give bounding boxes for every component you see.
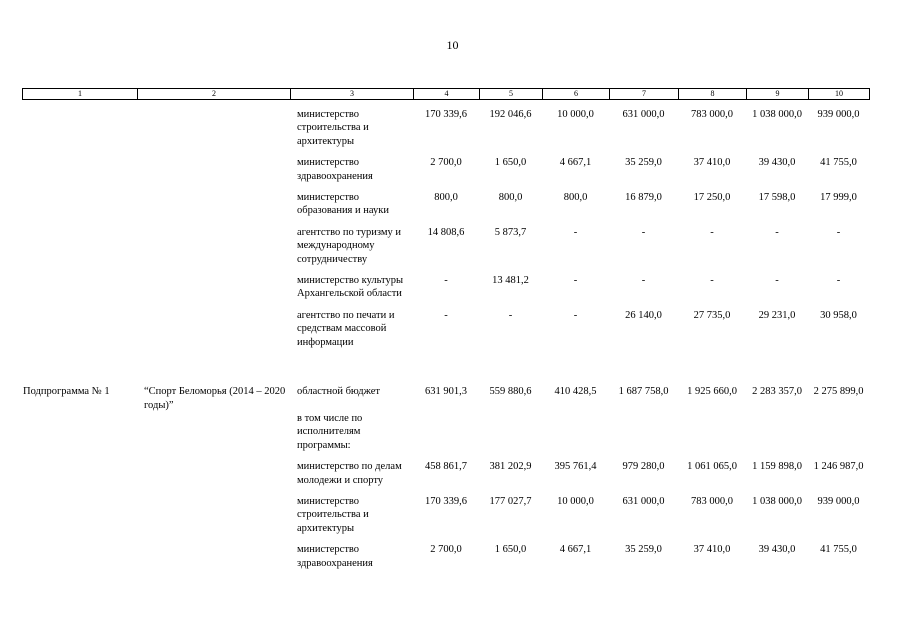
value-cell: 39 430,0: [758, 544, 796, 556]
subprogram-cell: [22, 191, 137, 226]
value-cell: 939 000,0: [817, 109, 860, 120]
value-cell: 17 999,0: [820, 192, 857, 204]
subprogram-cell: Подпрограмма № 1: [23, 386, 110, 398]
column-number-9: 9: [747, 89, 809, 100]
value-cell: [808, 412, 869, 460]
executor-label: министерство строительства и архитектуры: [297, 495, 369, 534]
value-cell: 800,0: [434, 192, 458, 204]
column-number-1: 1: [23, 89, 138, 100]
column-number-2: 2: [138, 89, 291, 100]
value-cell: 1 159 898,0: [752, 461, 802, 473]
subprogram-name-cell: [137, 226, 290, 274]
value-cell: 395 761,4: [554, 461, 597, 473]
executor-label: агентство по туризму и международному сотрудничеству: [297, 226, 402, 265]
value-cell: -: [836, 226, 841, 238]
subprogram-cell: [22, 543, 137, 578]
value-cell: 29 231,0: [758, 309, 796, 321]
value-cell: 41 755,0: [820, 544, 857, 556]
value-cell: 979 280,0: [622, 461, 665, 473]
value-cell: 30 958,0: [820, 309, 857, 321]
column-number-3: 3: [291, 89, 414, 100]
value-cell: -: [836, 275, 841, 287]
value-cell: 381 202,9: [489, 461, 532, 473]
executor-label: министерство строительства и архитектуры: [297, 109, 369, 147]
section-spacer: [22, 357, 869, 385]
table-row: [22, 412, 869, 460]
value-cell: 783 000,0: [691, 109, 733, 120]
column-number-8: 8: [679, 89, 747, 100]
value-cell: [746, 412, 808, 460]
value-cell: 37 410,0: [693, 544, 731, 556]
value-cell: -: [508, 309, 513, 321]
subprogram-cell: [22, 495, 137, 543]
value-cell: 939 000,0: [817, 495, 860, 507]
value-cell: 1 925 660,0: [687, 386, 737, 398]
value-cell: [479, 412, 542, 460]
value-cell: 559 880,6: [489, 386, 532, 398]
table-row: [22, 226, 869, 274]
value-cell: 631 000,0: [622, 109, 665, 120]
value-cell: 458 861,7: [425, 461, 467, 473]
executor-label: министерство образования и науки: [297, 192, 389, 217]
value-cell: 177 027,7: [489, 495, 532, 507]
value-cell: 17 598,0: [758, 192, 796, 204]
table-row: [22, 309, 869, 357]
value-cell: 2 283 357,0: [752, 386, 802, 398]
value-cell: 410 428,5: [554, 386, 597, 398]
table-row: [22, 108, 869, 156]
subprogram-name-cell: [137, 309, 290, 357]
executor-label: министерство культуры Архангельской области: [297, 275, 404, 300]
value-cell: 800,0: [498, 192, 523, 204]
value-cell: 35 259,0: [625, 157, 662, 169]
value-cell: 39 430,0: [758, 157, 796, 169]
value-cell: 17 250,0: [693, 192, 731, 204]
subprogram-cell: [22, 460, 137, 495]
value-cell: 13 481,2: [492, 275, 529, 287]
table-row: [22, 385, 869, 412]
value-cell: 2 700,0: [430, 157, 462, 169]
value-cell: 16 879,0: [625, 192, 662, 204]
value-cell: 41 755,0: [820, 157, 857, 169]
value-cell: 631 901,3: [425, 386, 467, 398]
table-row: [22, 156, 869, 191]
subprogram-name-cell: [137, 274, 290, 309]
value-cell: 2 700,0: [430, 544, 462, 556]
value-cell: 1 650,0: [494, 157, 527, 169]
value-cell: 4 667,1: [559, 157, 592, 169]
budget-table: [22, 108, 869, 578]
value-cell: 1 038 000,0: [752, 495, 802, 507]
value-cell: 170 339,6: [425, 495, 467, 507]
value-cell: -: [573, 309, 578, 321]
value-cell: 192 046,6: [489, 109, 532, 120]
value-cell: 170 339,6: [425, 109, 467, 120]
value-cell: 26 140,0: [625, 309, 662, 321]
table-row: [22, 460, 869, 495]
subprogram-cell: [22, 412, 137, 460]
page-number: 10: [446, 38, 459, 52]
subprogram-name-cell: [137, 543, 290, 578]
value-cell: [609, 412, 678, 460]
value-cell: 5 873,7: [494, 226, 527, 238]
value-cell: 783 000,0: [691, 495, 733, 507]
value-cell: -: [710, 275, 714, 287]
value-cell: -: [641, 275, 646, 287]
value-cell: -: [775, 226, 779, 238]
subprogram-name-cell: [137, 460, 290, 495]
value-cell: 631 000,0: [622, 495, 665, 507]
value-cell: 2 275 899,0: [813, 386, 864, 398]
value-cell: 35 259,0: [625, 544, 662, 556]
value-cell: 37 410,0: [693, 157, 731, 169]
value-cell: -: [573, 226, 578, 238]
subprogram-cell: [22, 274, 137, 309]
table-row: [22, 543, 869, 578]
executor-label: министерство здравоохранения: [297, 544, 373, 569]
column-number-5: 5: [480, 89, 543, 100]
value-cell: 1 650,0: [494, 544, 527, 556]
subprogram-cell: [22, 108, 137, 156]
executor-label: министерство здравоохранения: [297, 157, 373, 182]
subprogram-cell: [22, 156, 137, 191]
subprogram-cell: [22, 226, 137, 274]
subprogram-cell: [22, 309, 137, 357]
value-cell: -: [775, 275, 779, 287]
column-number-10: 10: [809, 89, 870, 100]
value-cell: 1 687 758,0: [618, 386, 669, 398]
value-cell: 14 808,6: [427, 226, 465, 238]
executor-label: агентство по печати и средствам массовой информации: [297, 309, 395, 348]
value-cell: 1 061 065,0: [687, 461, 737, 473]
value-cell: 1 038 000,0: [752, 109, 802, 120]
subprogram-name-cell: [137, 495, 290, 543]
executor-label: в том числе по исполнителям программы:: [297, 412, 363, 451]
value-cell: -: [641, 226, 646, 238]
value-cell: -: [444, 275, 448, 287]
table-row: [22, 495, 869, 543]
value-cell: [678, 412, 746, 460]
table-row: [22, 274, 869, 309]
value-cell: 800,0: [563, 192, 588, 204]
value-cell: [542, 412, 609, 460]
column-number-6: 6: [543, 89, 610, 100]
value-cell: 1 246 987,0: [813, 461, 864, 473]
column-number-4: 4: [414, 89, 480, 100]
value-cell: -: [444, 309, 448, 321]
value-cell: 27 735,0: [693, 309, 731, 321]
column-number-7: 7: [610, 89, 679, 100]
subprogram-name-cell: [137, 108, 290, 156]
value-cell: [413, 412, 479, 460]
subprogram-name-cell: “Спорт Беломорья (2014 – 2020 годы)”: [144, 386, 286, 411]
executor-label: министерство по делам молодежи и спорту: [297, 461, 402, 486]
column-number-header: [22, 88, 870, 100]
subprogram-name-cell: [137, 412, 290, 460]
value-cell: 10 000,0: [557, 495, 594, 507]
value-cell: -: [573, 275, 578, 287]
value-cell: 4 667,1: [559, 544, 592, 556]
value-cell: 10 000,0: [557, 109, 594, 120]
value-cell: -: [710, 226, 714, 238]
subprogram-name-cell: [137, 191, 290, 226]
executor-label: областной бюджет: [297, 386, 380, 398]
subprogram-name-cell: [137, 156, 290, 191]
table-row: [22, 191, 869, 226]
